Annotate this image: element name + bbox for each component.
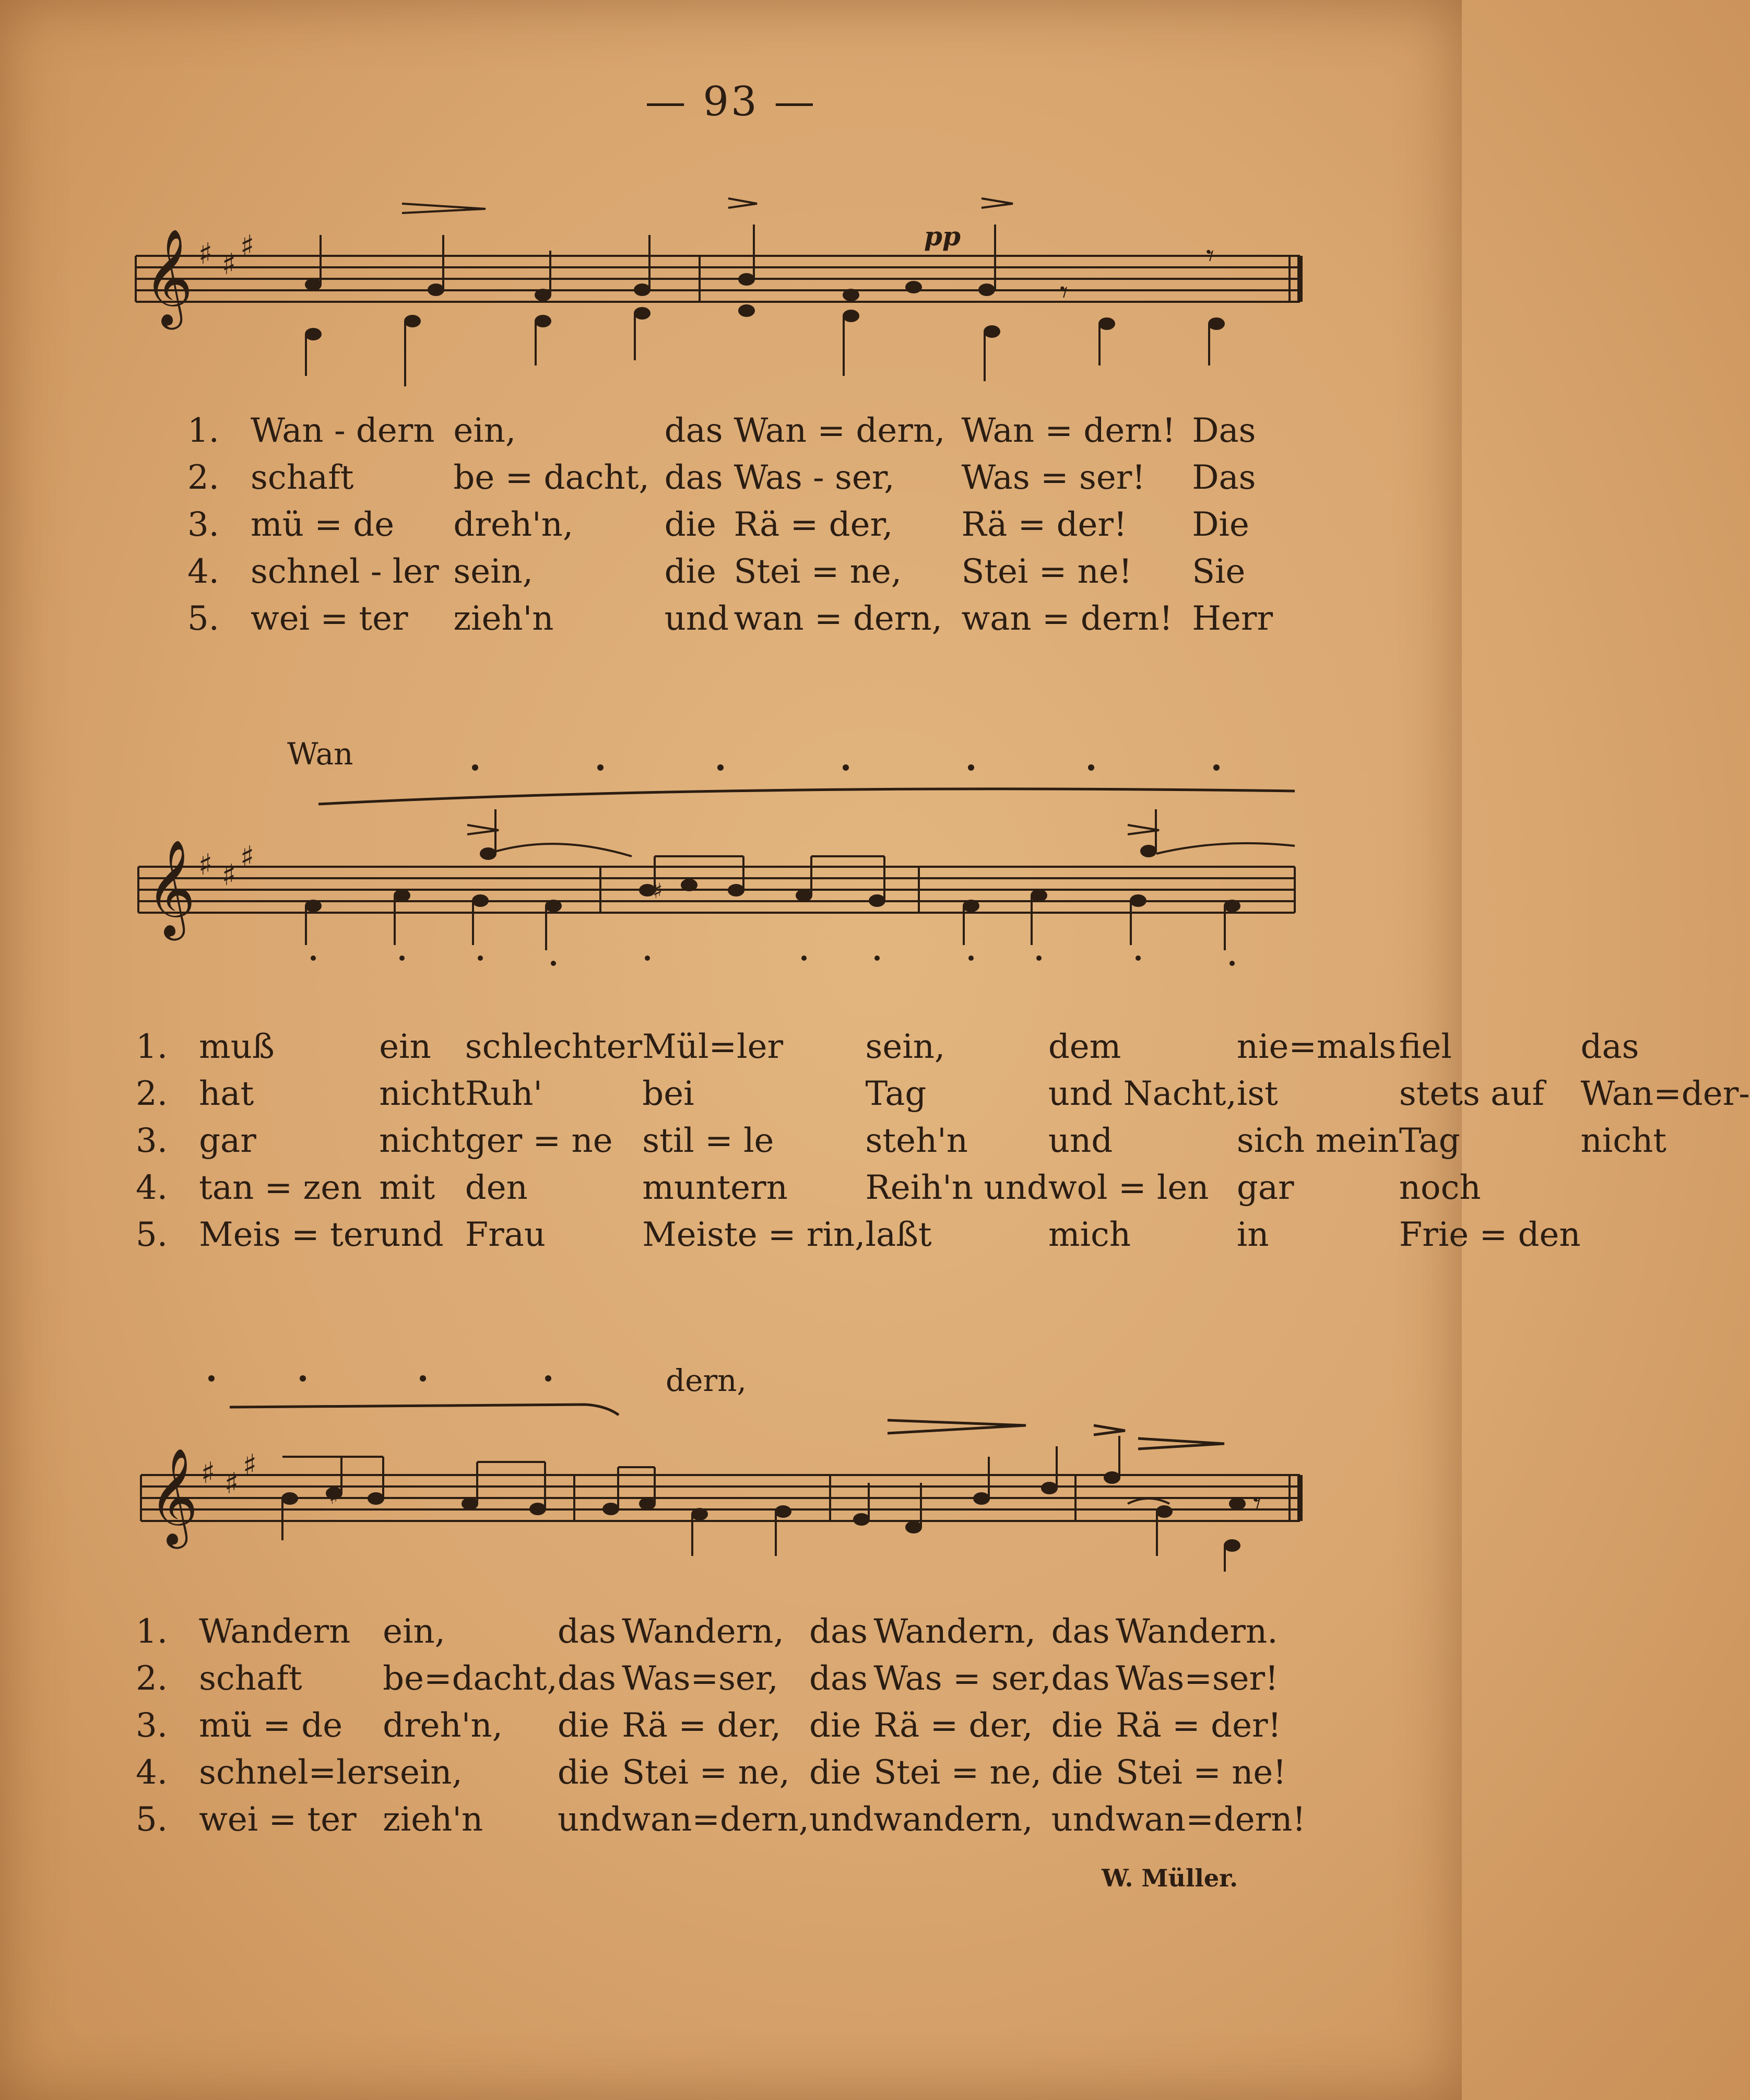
verse-number: 3. <box>187 505 219 544</box>
lyric-syllable: ein <box>379 1028 431 1066</box>
lyric-syllable: Wandern. <box>1115 1612 1278 1651</box>
lyric-syllable: die <box>809 1706 861 1745</box>
lyric-syllable: dreh'n, <box>383 1706 503 1745</box>
lyric-syllable <box>1581 1211 1750 1258</box>
lyric-syllable: Stei = ne, <box>622 1753 790 1792</box>
lyric-syllable: die <box>664 552 716 591</box>
lyric-syllable: noch <box>1399 1169 1481 1207</box>
lyric-syllable: und Nacht, <box>1048 1075 1237 1113</box>
lyric-syllable: mit <box>379 1169 435 1207</box>
lyric-syllable: Das <box>1192 411 1256 450</box>
lyric-syllable: nie=mals <box>1236 1028 1397 1066</box>
lyric-syllable: ein, <box>383 1612 445 1651</box>
lyric-syllable: die <box>557 1706 610 1745</box>
lyric-syllable: Sie <box>1192 552 1246 591</box>
lyric-syllable: die <box>664 505 716 544</box>
lyric-syllable <box>1581 1164 1750 1211</box>
verse-line <box>157 454 1279 501</box>
music-system-3 <box>0 1347 1462 1921</box>
svg-text:𝄾: 𝄾 <box>1206 238 1214 274</box>
lyric-syllable: und <box>809 1800 874 1839</box>
verse-line <box>136 1702 1306 1749</box>
staff-2-notation <box>0 726 1462 1039</box>
lyric-syllable: Die <box>1192 505 1249 544</box>
lyric-syllable: hat <box>199 1075 254 1113</box>
svg-text:♯: ♯ <box>222 247 237 281</box>
verse-line <box>136 1117 1750 1164</box>
verse-number: 4. <box>136 1753 168 1792</box>
verse-line <box>136 1023 1750 1070</box>
lyric-syllable: mü = de <box>199 1706 343 1745</box>
verse-line <box>136 1749 1306 1796</box>
lyric-syllable: das <box>809 1659 868 1698</box>
lyric-syllable: wan = dern! <box>961 599 1173 638</box>
svg-text:♯: ♯ <box>198 237 213 271</box>
lyric-syllable: be = dacht, <box>453 458 649 497</box>
verse-number: 3. <box>136 1122 168 1160</box>
lyric-syllable: wan=dern, <box>622 1800 809 1839</box>
lyric-syllable: schnel=ler <box>199 1753 383 1792</box>
lyric-syllable: das <box>1051 1659 1110 1698</box>
music-system-2 <box>0 726 1750 1274</box>
lyric-syllable: wei = ter <box>251 599 408 638</box>
lyric-syllable: fiel <box>1399 1028 1452 1066</box>
lyric-syllable: Reih'n und <box>865 1169 1048 1207</box>
lyric-syllable: schlechter <box>465 1028 643 1066</box>
lyric-syllable: be=dacht, <box>383 1659 558 1698</box>
verse-line <box>157 548 1279 595</box>
lyric-syllable: nicht <box>379 1075 465 1113</box>
lyric-syllable: die <box>1051 1706 1103 1745</box>
verse-line <box>136 1796 1306 1843</box>
verse-number: 5. <box>136 1216 168 1254</box>
lyric-syllable: Rä = der, <box>622 1706 782 1745</box>
lyric-syllable: laßt <box>865 1216 932 1254</box>
lyric-syllable: dreh'n, <box>453 505 574 544</box>
lyric-syllable: gar <box>199 1122 256 1160</box>
lyric-syllable: ger = ne <box>465 1122 613 1160</box>
lyric-syllable: und <box>557 1800 622 1839</box>
verse-line <box>157 501 1279 548</box>
lyric-syllable: stil = le <box>642 1122 774 1160</box>
lyric-syllable: Stei = ne! <box>1115 1753 1286 1792</box>
verse-number: 5. <box>136 1800 168 1839</box>
lyric-syllable: gar <box>1236 1169 1294 1207</box>
verse-number: 2. <box>136 1075 168 1113</box>
lyric-syllable: wol = len <box>1048 1169 1209 1207</box>
lyric-syllable: wei = ter <box>199 1800 357 1839</box>
verse-number: 1. <box>136 1612 168 1651</box>
lyric-syllable: und <box>1048 1122 1113 1160</box>
lyric-syllable: die <box>557 1753 610 1792</box>
lyric-syllable: Meiste = rin, <box>642 1216 866 1254</box>
lyric-syllable: Wan = dern! <box>961 411 1176 450</box>
lyric-syllable: Was=ser, <box>622 1659 778 1698</box>
verse-number: 1. <box>136 1028 168 1066</box>
lyric-syllable: schnel - ler <box>251 552 439 591</box>
lyric-syllable: Was=ser! <box>1115 1659 1279 1698</box>
lyric-syllable: nicht <box>1580 1122 1666 1160</box>
lyric-syllable: Wandern, <box>873 1612 1036 1651</box>
lyric-syllable: wandern, <box>873 1800 1033 1839</box>
lyric-syllable: wan=dern! <box>1115 1800 1306 1839</box>
lyric-syllable: das <box>1580 1028 1639 1066</box>
verse-line <box>157 407 1279 454</box>
verse-table-1 <box>157 407 1279 642</box>
lyric-syllable: das <box>557 1612 616 1651</box>
lyric-syllable: das <box>664 458 723 497</box>
lyric-syllable: schaft <box>251 458 354 497</box>
lyric-syllable: das <box>809 1612 868 1651</box>
svg-text:♯: ♯ <box>224 1467 239 1501</box>
lyric-syllable: Tag <box>1399 1122 1460 1160</box>
lyric-syllable: muntern <box>642 1169 788 1207</box>
staff-1-notation <box>0 178 1462 439</box>
verse-number: 4. <box>187 552 219 591</box>
svg-text:♯: ♯ <box>222 858 237 892</box>
lyric-syllable: und <box>664 599 729 638</box>
lyric-syllable: das <box>557 1659 616 1698</box>
verse-number: 5. <box>187 599 219 638</box>
verse-number: 4. <box>136 1169 168 1207</box>
lyric-syllable: nicht <box>379 1122 465 1160</box>
lyric-syllable: Wandern, <box>622 1612 784 1651</box>
lyric-syllable: Was = ser! <box>961 458 1145 497</box>
svg-text:♯: ♯ <box>198 848 213 882</box>
author-signature: W. Müller. <box>1102 1864 1238 1892</box>
verse-line <box>136 1608 1306 1655</box>
melisma-syllable-above: Wan <box>287 736 353 772</box>
svg-text:♯: ♯ <box>243 1448 257 1482</box>
lyric-syllable: Frie = den <box>1399 1216 1581 1254</box>
svg-text:𝄞: 𝄞 <box>149 1447 198 1544</box>
lyric-syllable: stets auf <box>1399 1075 1545 1113</box>
lyric-syllable: mü = de <box>251 505 395 544</box>
lyric-syllable: Rä = der, <box>873 1706 1033 1745</box>
lyric-syllable: sein, <box>865 1028 945 1066</box>
lyric-syllable: in <box>1236 1216 1269 1254</box>
lyric-syllable: Rä = der, <box>734 505 893 544</box>
lyric-syllable: Stei = ne, <box>734 552 902 591</box>
lyric-syllable: Herr <box>1192 599 1273 638</box>
lyric-syllable: Wan = dern, <box>734 411 945 450</box>
verse-number: 2. <box>136 1659 168 1698</box>
lyric-syllable: muß <box>199 1028 275 1066</box>
verse-number: 3. <box>136 1706 168 1745</box>
verse-number: 2. <box>187 458 219 497</box>
lyric-syllable: Wan - dern <box>251 411 435 450</box>
verse-line <box>136 1211 1750 1258</box>
lyric-syllable: Rä = der! <box>961 505 1127 544</box>
lyric-syllable: Das <box>1192 458 1256 497</box>
page-number: — 93 — <box>645 78 817 125</box>
lyric-syllable: sich mein <box>1236 1122 1399 1160</box>
lyric-syllable: Rä = der! <box>1115 1706 1282 1745</box>
lyric-syllable: dem <box>1048 1028 1121 1066</box>
lyric-syllable: den <box>465 1169 528 1207</box>
lyric-syllable: die <box>1051 1753 1103 1792</box>
lyric-syllable: das <box>664 411 723 450</box>
lyric-syllable: tan = zen <box>199 1169 362 1207</box>
melisma-syllable-above: dern, <box>666 1363 747 1398</box>
music-system-1 <box>0 178 1462 647</box>
lyric-syllable: Meis = ter <box>199 1216 380 1254</box>
lyric-syllable: Stei = ne! <box>961 552 1132 591</box>
svg-text:𝄞: 𝄞 <box>144 228 193 325</box>
verse-line <box>157 595 1279 642</box>
verse-line <box>136 1164 1750 1211</box>
svg-text:♯: ♯ <box>240 840 255 874</box>
lyric-syllable: Ruh' <box>465 1075 542 1113</box>
lyric-syllable: Was = ser, <box>873 1659 1051 1698</box>
lyric-syllable: und <box>379 1216 444 1254</box>
lyric-syllable: Tag <box>865 1075 927 1113</box>
lyric-syllable: ein, <box>453 411 516 450</box>
svg-text:𝄾: 𝄾 <box>1060 274 1068 311</box>
lyric-syllable: mich <box>1048 1216 1131 1254</box>
lyric-syllable: schaft <box>199 1659 302 1698</box>
svg-text:♯: ♯ <box>653 879 663 903</box>
lyric-syllable: die <box>809 1753 861 1792</box>
svg-text:♯: ♯ <box>329 1485 339 1509</box>
lyric-syllable: das <box>1051 1612 1110 1651</box>
lyric-syllable: Wandern <box>199 1612 351 1651</box>
verse-table-2 <box>136 1023 1750 1258</box>
lyric-syllable: steh'n <box>865 1122 968 1160</box>
svg-text:pp: pp <box>924 221 961 252</box>
svg-text:♯: ♯ <box>240 229 255 263</box>
lyric-syllable: ist <box>1236 1075 1278 1113</box>
lyric-syllable: Stei = ne, <box>873 1753 1042 1792</box>
svg-text:♯: ♯ <box>201 1456 216 1490</box>
lyric-syllable: sein, <box>453 552 534 591</box>
lyric-syllable: Frau <box>465 1216 546 1254</box>
lyric-syllable: zieh'n <box>453 599 554 638</box>
lyric-syllable: wan = dern, <box>734 599 942 638</box>
lyric-syllable: bei <box>642 1075 694 1113</box>
verse-line <box>136 1655 1306 1702</box>
lyric-syllable: und <box>1051 1800 1116 1839</box>
verse-table-3 <box>136 1608 1306 1843</box>
lyric-syllable: Was - ser, <box>734 458 895 497</box>
lyric-syllable: Mül=ler <box>642 1028 784 1066</box>
svg-text:𝄾: 𝄾 <box>1253 1485 1261 1522</box>
verse-number: 1. <box>187 411 219 450</box>
lyric-syllable: zieh'n <box>383 1800 483 1839</box>
verse-line <box>136 1070 1750 1117</box>
lyric-syllable: Wan=der- <box>1580 1075 1750 1113</box>
lyric-syllable: sein, <box>383 1753 463 1792</box>
svg-text:𝄞: 𝄞 <box>146 839 196 936</box>
